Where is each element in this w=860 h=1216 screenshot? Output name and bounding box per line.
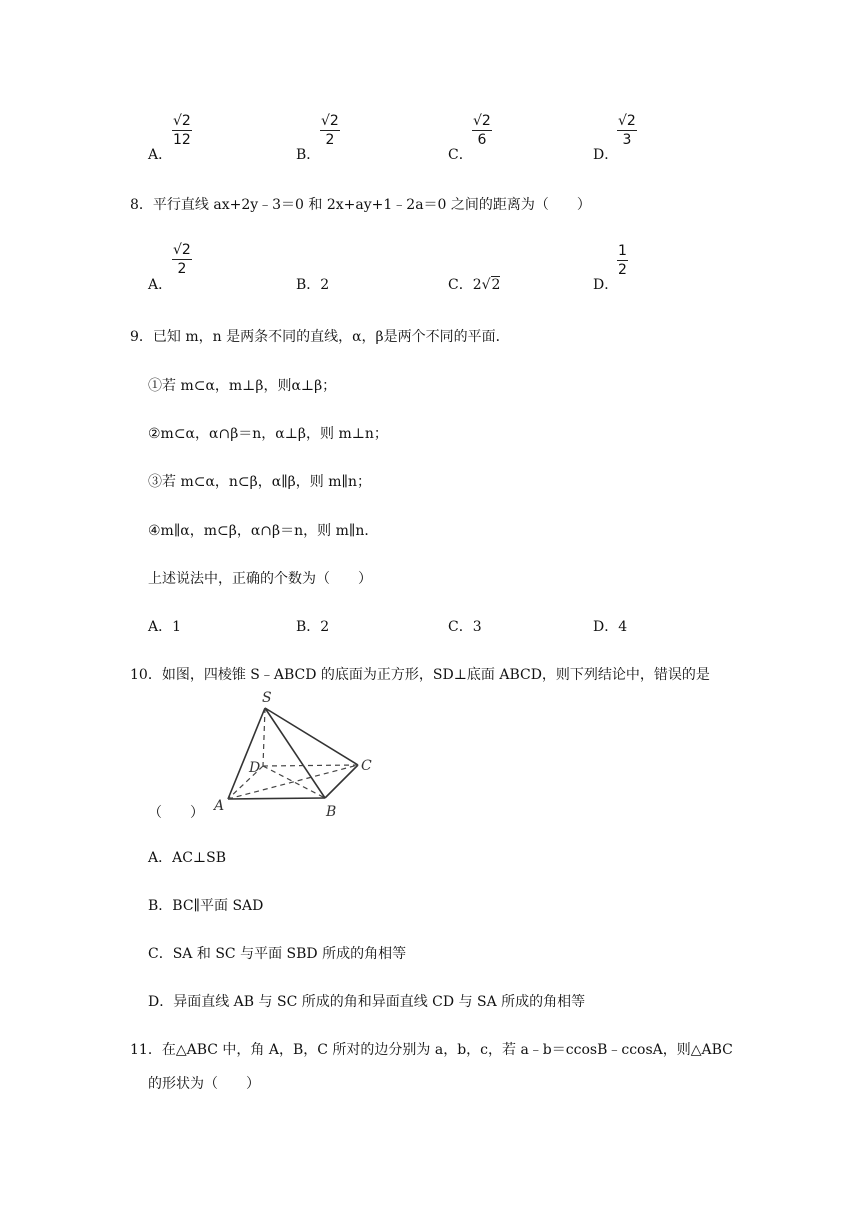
q8-option-a-denominator: 2 — [177, 261, 187, 277]
q8-option-c-radicand: 2 — [491, 277, 501, 293]
q7-option-d-numerator: 2 — [626, 113, 636, 129]
q8-option-d-fraction — [617, 244, 628, 277]
q7-option-c-numerator: 2 — [481, 113, 491, 129]
edge-ab — [228, 798, 325, 799]
q8-option-a-fraction: √2 2 — [173, 242, 191, 277]
pyramid-figure — [210, 686, 390, 822]
q9-statement-3: ③若 m⊂α，n⊂β，α∥β，则 m∥n； — [148, 474, 371, 490]
q7-option-d-denominator: 3 — [622, 132, 632, 148]
edge-sa — [228, 708, 265, 799]
q8-option-d-denominator: 2 — [618, 262, 627, 278]
q10-answer-paren: （ ） — [148, 805, 204, 821]
q7-option-b-numerator: 2 — [329, 113, 339, 129]
q9-option-c: C．3 — [448, 619, 482, 635]
q10-option-a: A．AC⊥SB — [148, 850, 226, 866]
q10-option-b: B．BC∥平面 SAD — [148, 898, 264, 914]
q9-option-a: A．1 — [148, 619, 182, 635]
q7-option-b-label: B． — [296, 147, 321, 163]
q9-question: 上述说法中，正确的个数为（ ） — [148, 571, 372, 587]
q8-option-c: C．2√2 — [448, 277, 501, 293]
q7-option-d-label: D． — [593, 147, 619, 163]
q7-option-d-fraction: √2 3 — [618, 113, 636, 148]
q7-option-a-label: A． — [148, 147, 173, 163]
vertex-d-label: D — [249, 760, 261, 776]
q9-statement-4: ④m∥α，m⊂β，α∩β＝n，则 m∥n． — [148, 523, 379, 539]
q9-option-d: D．4 — [593, 619, 628, 635]
q9-statement-2: ②m⊂α，α∩β＝n，α⊥β，则 m⊥n； — [148, 426, 388, 442]
q8-option-d-numerator: 1 — [618, 243, 627, 259]
edge-bc — [325, 765, 358, 798]
q10-option-d: D．异面直线 AB 与 SC 所成的角和异面直线 CD 与 SA 所成的角相等 — [148, 994, 586, 1010]
vertex-c-label: C — [361, 758, 372, 774]
q7-option-c-label: C． — [448, 147, 473, 163]
q7-option-a-numerator: 2 — [181, 113, 191, 129]
q7-option-c-fraction: √2 6 — [473, 113, 491, 148]
q9-stem: 9．已知 m，n 是两条不同的直线，α，β是两个不同的平面． — [130, 329, 510, 345]
q8-option-d-label: D． — [593, 277, 619, 293]
edge-sc — [265, 708, 358, 765]
q10-option-c: C．SA 和 SC 与平面 SBD 所成的角相等 — [148, 946, 407, 962]
q8-option-a-label: A． — [148, 277, 173, 293]
q9-statement-1: ①若 m⊂α，m⊥β，则α⊥β； — [148, 378, 337, 394]
q11-stem-line-1: 11．在△ABC 中，角 A，B，C 所对的边分别为 a，b，c，若 a﹣b＝ccosB﹣ccosA，则△ABC — [130, 1042, 733, 1058]
q8-option-b: B．2 — [296, 277, 330, 293]
q11-stem-line-2: 的形状为（ ） — [148, 1076, 260, 1092]
edge-sd — [263, 708, 265, 766]
vertex-a-label: A — [214, 798, 225, 814]
q8-stem: 8．平行直线 ax+2y﹣3＝0 和 2x+ay+1﹣2a＝0 之间的距离为（ ） — [130, 197, 591, 213]
q7-option-a-denominator: 12 — [173, 132, 191, 148]
q7-option-c-denominator: 6 — [477, 132, 487, 148]
q7-option-b-fraction: √2 2 — [321, 113, 339, 148]
q10-stem: 10．如图，四棱锥 S﹣ABCD 的底面为正方形，SD⊥底面 ABCD，则下列结论中，错误的是 — [130, 667, 710, 683]
q7-option-a-fraction: √2 12 — [173, 113, 191, 148]
q7-option-b-denominator: 2 — [325, 132, 335, 148]
vertex-b-label: B — [326, 804, 337, 820]
edge-ac — [228, 765, 358, 799]
vertex-s-label: S — [262, 690, 272, 706]
edge-sb — [265, 708, 325, 798]
edge-db — [263, 766, 325, 798]
edge-dc — [263, 765, 358, 766]
q9-option-b: B．2 — [296, 619, 330, 635]
q8-option-c-label: C．2 — [448, 277, 482, 293]
q8-option-a-numerator: 2 — [181, 242, 191, 258]
